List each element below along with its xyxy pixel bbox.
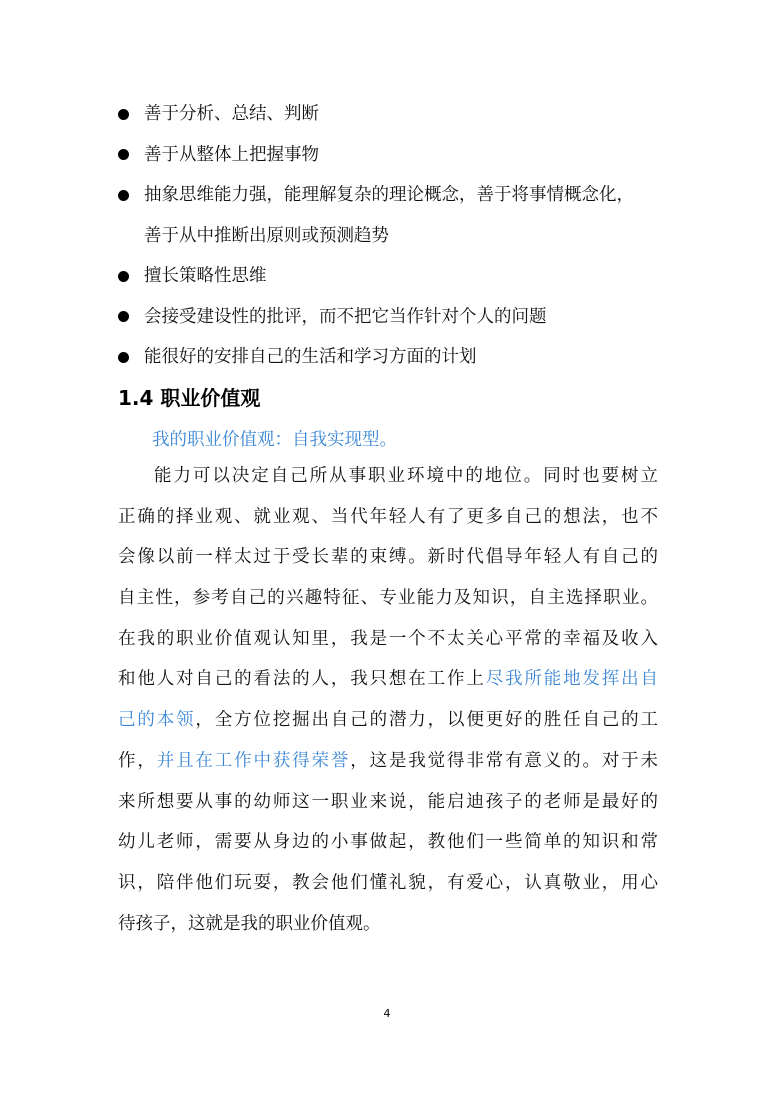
- list-item: [118, 256, 658, 297]
- paragraph-line: 识，陪伴他们玩耍，教会他们懂礼貌，有爱心，认真敬业，用心: [118, 872, 658, 893]
- paragraph-line: 待孩子，这就是我的职业价值观。: [118, 913, 381, 934]
- bullet-dot-icon: [118, 190, 129, 201]
- highlighted-text: 并且在工作中获得荣誉: [156, 750, 351, 771]
- paragraph-line: 幼儿老师，需要从身边的小事做起，教他们一些简单的知识和常: [118, 832, 658, 853]
- paragraph-line: 作，并且在工作中获得荣誉，这是我觉得非常有意义的。对于未: [118, 750, 659, 771]
- paragraph-line: 自主性，参考自己的兴趣特征、专业能力及知识，自主选择职业。: [118, 588, 658, 609]
- paragraph-line: 来所想要从事的幼师这一职业来说，能启迪孩子的老师是最好的: [118, 791, 658, 812]
- highlighted-text: 尽我所能地发挥出自: [485, 669, 659, 690]
- bullet-dot-icon: [118, 271, 129, 282]
- list-item: [118, 94, 658, 135]
- section-subtitle: 我的职业价值观：自我实现型。: [152, 430, 397, 450]
- body-paragraph: [118, 456, 658, 944]
- list-item: [118, 337, 658, 378]
- list-item: [118, 135, 658, 176]
- list-item-text: 会接受建设性的批评，而不把它当作针对个人的问题: [144, 306, 547, 327]
- paragraph-line: 在我的职业价值观认知里，我是一个不太关心平常的幸福及收入: [118, 628, 658, 649]
- paragraph-line: 能力可以决定自己所从事职业环境中的地位。同时也要树立: [154, 466, 658, 486]
- list-item-text: 擅长策略性思维: [144, 266, 267, 286]
- list-item-text: 善于分析、总结、判断: [144, 104, 319, 124]
- paragraph-line: 会像以前一样太过于受长辈的束缚。新时代倡导年轻人有自己的: [118, 547, 658, 568]
- list-item-text-continued: 善于从中推断出原则或预测趋势: [144, 225, 389, 246]
- bullet-dot-icon: [118, 352, 129, 363]
- bullet-list: [118, 94, 658, 378]
- section-heading: 1.4 职业价值观: [118, 386, 261, 410]
- list-item: [118, 297, 658, 338]
- bullet-dot-icon: [118, 109, 129, 120]
- paragraph-line: 和他人对自己的看法的人，我只想在工作上尽我所能地发挥出自: [118, 669, 659, 690]
- list-item-text: 善于从整体上把握事物: [144, 144, 319, 165]
- list-item: [118, 175, 658, 256]
- paragraph-line: 己的本领，全方位挖掘出自己的潜力，以便更好的胜任自己的工: [118, 710, 659, 731]
- list-item-text: 抽象思维能力强，能理解复杂的理论概念，善于将事情概念化，: [144, 185, 634, 205]
- paragraph-line: 正确的择业观、就业观、当代年轻人有了更多自己的想法，也不: [118, 506, 658, 527]
- highlighted-text: 己的本领: [118, 710, 196, 731]
- list-item-text: 能很好的安排自己的生活和学习方面的计划: [144, 347, 477, 367]
- bullet-dot-icon: [118, 149, 129, 160]
- bullet-dot-icon: [118, 311, 129, 322]
- page-number: 4: [383, 1007, 391, 1020]
